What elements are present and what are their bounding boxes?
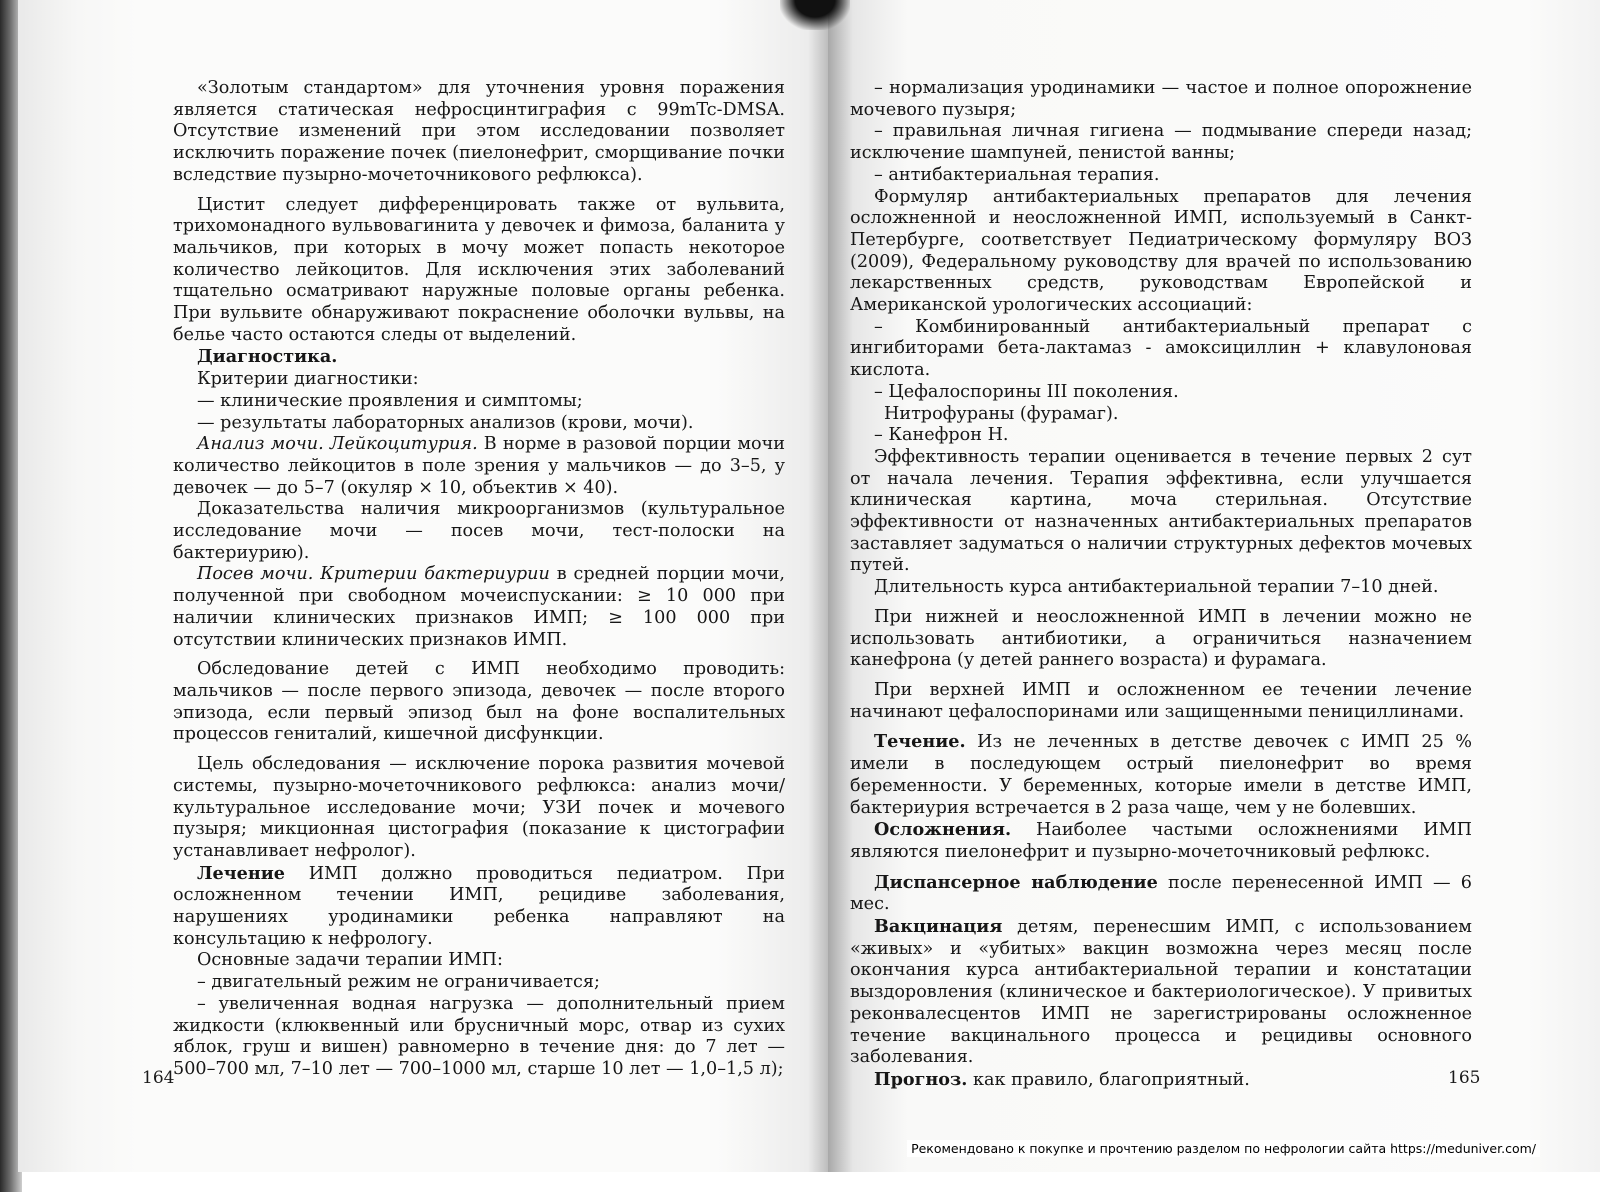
paragraph <box>173 972 785 994</box>
paragraph <box>850 680 1472 723</box>
bold-heading: Прогноз. <box>874 1068 968 1090</box>
text-run: – Канефрон Н. <box>874 425 1009 446</box>
footer-note[interactable]: Рекомендовано к покупке и прочтению разделом по нефрологии сайта https://meduniver.com/ <box>907 1140 1540 1157</box>
paragraph <box>173 950 785 972</box>
text-run: ИМП должно проводиться педиатром. При осложненном течении ИМП, рецидиве заболевания, нарушениях уродинамики ребенка направляют на консультацию к нефрологу. <box>173 863 785 949</box>
paragraph <box>850 731 1472 819</box>
text-run: как правило, благоприятный. <box>967 1069 1250 1090</box>
right-page-text <box>850 78 1472 1092</box>
paragraph <box>173 754 785 863</box>
paragraph <box>850 447 1472 577</box>
text-run: Обследование детей с ИМП необходимо проводить: мальчиков — после первого эпизода, девочек — после второго эпизода, если первый эпизод был на фоне воспалительных процессов гениталий, кишечной дисфункции. <box>173 659 785 745</box>
text-run: «Золотым стандартом» для уточнения уровня поражения является статическая нефросцинтиграфия с 99mTc-DMSA. Отсутствие изменений при этом исследовании позволяет исключить поражение почек (пиелонефрит, сморщивание почки вследствие пузырно-мочеточникового рефлюкса). <box>173 78 785 185</box>
text-run: Цистит следует дифференцировать также от вульвита, трихомонадного вульвовагинита у девочек и фимоза, баланита у мальчиков, при которых в мочу может попасть некоторое количество лейкоцитов. Для исключения этих заболеваний тщательно осматривают наружные половые органы ребенка. При вульвите обнаруживают покраснение оболочки вульвы, на белье часто остаются следы от выделений. <box>173 194 785 345</box>
paragraph <box>173 391 785 413</box>
paragraph <box>850 607 1472 672</box>
italic-heading: Анализ мочи. Лейкоцитурия. <box>197 434 478 455</box>
text-run: При нижней и неосложненной ИМП в лечении можно не использовать антибиотики, а ограничиться назначением канефрона (у детей раннего возраста) и фурамага. <box>850 606 1472 671</box>
text-run: Доказательства наличия микроорганизмов (культуральное исследование мочи — посев мочи, тест-полоски на бактериурию). <box>173 499 785 563</box>
text-run: — клинические проявления и симптомы; <box>197 390 583 411</box>
text-run: Цель обследования — исключение порока развития мочевой системы, пузырно-мочеточникового рефлюкса: анализ мочи/культуральное исследование мочи; УЗИ почек и мочевого пузыря; микционная цистография (показание к цистографии устанавливает нефролог). <box>173 754 785 861</box>
text-run: Критерии диагностики: <box>197 369 419 390</box>
paragraph <box>173 78 785 187</box>
paragraph <box>173 994 785 1081</box>
left-page-number: 164 <box>142 1068 175 1088</box>
paragraph <box>173 863 785 951</box>
paragraph <box>173 499 785 564</box>
text-run: детям, перенесшим ИМП, с использованием «живых» и «убитых» вакцин возможна через месяц после окончания курса антибактериальной терапии и констатации выздоровления (клиническое и бактериологическое). У привитых реконвалесцентов ИМП не зарегистрированы осложненное течение вакцинального процесса и рецидивы основного заболевания. <box>850 917 1472 1068</box>
bold-heading: Диагностика. <box>197 346 338 368</box>
bold-heading: Вакцинация <box>874 916 1003 938</box>
paragraph <box>173 659 785 746</box>
text-run: – двигательный режим не ограничивается; <box>197 972 600 993</box>
text-run: Формуляр антибактериальных препаратов для лечения осложненной и неосложненной ИМП, используемый в Санкт-Петербурге, соответствует Педиатрическому формуляру ВОЗ (2009), Федеральному руководству для врачей по использованию лекарственных средств, руководствам Европейской и Американской урологических ассоциаций: <box>850 186 1472 316</box>
text-run: Наиболее частыми осложнениями ИМП являются пиелонефрит и пузырно-мочеточниковый рефлюкс. <box>850 820 1472 862</box>
text-run: Основные задачи терапии ИМП: <box>197 950 503 971</box>
bold-heading: Осложнения. <box>874 819 1012 841</box>
text-run: в средней порции мочи, полученной при свободном мочеиспускании: ≥ 10 000 при наличии клинических признаков ИМП; ≥ 100 000 при отсутствии клинических признаков ИМП. <box>173 564 785 650</box>
bold-heading: Течение. <box>874 731 966 753</box>
bold-heading: Лечение <box>197 862 285 884</box>
paragraph <box>850 404 1472 426</box>
paragraph <box>850 78 1472 121</box>
italic-heading: Посев мочи. Критерии бактериурии <box>197 564 550 585</box>
paragraph <box>850 916 1472 1069</box>
text-run: В норме в разовой порции мочи количество лейкоцитов в поле зрения у мальчиков — до 3–5, у девочек — до 5–7 (окуляр × 10, объектив × 40). <box>173 434 786 498</box>
paragraph <box>173 346 785 369</box>
paragraph <box>173 564 785 651</box>
text-run: — результаты лабораторных анализов (крови, мочи). <box>197 412 694 433</box>
right-page <box>828 0 1600 1172</box>
text-run: Нитрофураны (фурамаг). <box>884 403 1119 424</box>
paragraph <box>850 872 1472 916</box>
left-page-text <box>173 78 785 1081</box>
text-run: – правильная личная гигиена — подмывание спереди назад; исключение шампуней, пенистой ванны; <box>850 121 1472 164</box>
paragraph <box>850 382 1472 404</box>
paragraph <box>850 317 1472 382</box>
paragraph <box>850 121 1472 164</box>
text-run: – Комбинированный антибактериальный препарат с ингибиторами бета-лактамаз - амоксициллин + клавулоновая кислота. <box>850 316 1472 381</box>
paragraph <box>850 425 1472 447</box>
bold-heading: Диспансерное наблюдение <box>874 871 1158 893</box>
right-page-number: 165 <box>1448 1068 1481 1088</box>
text-run: – увеличенная водная нагрузка — дополнительный прием жидкости (клюквенный или брусничный морс, отвар из сухих яблок, груш и вишен) равномерно в течение дня: до 7 лет — 500–700 мл, 7–10 лет — 700–1000 мл, старше 10 лет — 1,0–1,5 л); <box>173 993 785 1079</box>
paragraph <box>850 819 1472 863</box>
text-run: Из не леченных в детстве девочек с ИМП 25 % имели в последующем острый пиелонефрит во время беременности. У беременных, которые имели в детстве ИМП, бактериурия встречается в 2 раза чаще, чем у не болевших. <box>850 732 1472 818</box>
paragraph <box>173 195 785 347</box>
paragraph <box>850 577 1472 599</box>
text-run: При верхней ИМП и осложненном ее течении лечение начинают цефалоспоринами или защищенными пенициллинами. <box>850 679 1472 722</box>
paragraph <box>850 187 1472 317</box>
text-run: Эффективность терапии оценивается в течение первых 2 сут от начала лечения. Терапия эффективна, если улучшается клиническая картина, моча стерильная. Отсутствие эффективности от назначенных антибактериальных препаратов заставляет задуматься о наличии структурных дефектов мочевых путей. <box>850 446 1472 576</box>
paragraph <box>173 369 785 391</box>
text-run: Длительность курса антибактериальной терапии 7–10 дней. <box>874 577 1439 598</box>
left-page <box>18 0 828 1172</box>
text-run: – нормализация уродинамики — частое и полное опорожнение мочевого пузыря; <box>850 78 1472 120</box>
paragraph <box>850 1069 1472 1092</box>
paragraph <box>173 413 785 435</box>
text-run: – антибактериальная терапия. <box>874 164 1160 185</box>
binding-shadow <box>780 0 850 30</box>
paragraph <box>850 165 1472 187</box>
text-run: после перенесенной ИМП — 6 мес. <box>850 872 1472 915</box>
paragraph <box>173 434 785 499</box>
text-run: – Цефалоспорины III поколения. <box>874 381 1179 402</box>
